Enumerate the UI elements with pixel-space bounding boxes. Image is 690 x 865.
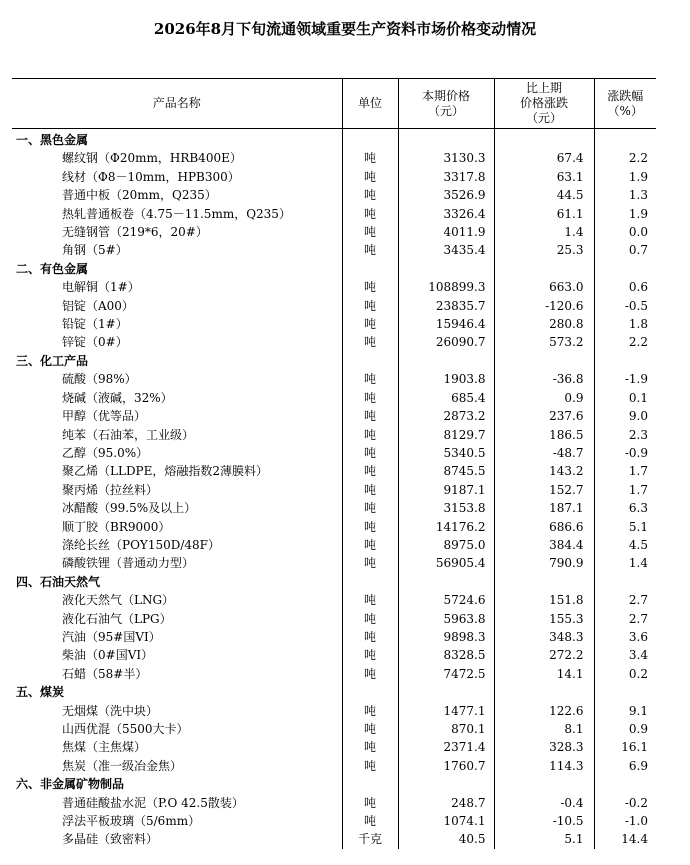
current-price: 8328.5 [398,646,494,664]
product-name: 聚乙烯（LLDPE，熔融指数2薄膜料） [62,464,269,479]
current-price: 2371.4 [398,738,494,756]
unit-cell: 吨 [342,186,398,204]
change-percent: 1.9 [594,205,656,223]
unit-cell: 吨 [342,333,398,351]
change-percent: 1.8 [594,315,656,333]
product-name: 多晶硅（致密料） [62,832,159,847]
change-percent: 0.2 [594,665,656,683]
price-change: -0.4 [494,794,594,812]
price-change: 44.5 [494,186,594,204]
unit-cell: 吨 [342,241,398,259]
empty-cell [494,775,594,793]
current-price: 5963.8 [398,610,494,628]
product-name: 柴油（0#国VI） [62,648,154,663]
table-row [12,168,656,186]
table-row [12,297,656,315]
table-row [12,315,656,333]
product-name: 普通硅酸盐水泥（P.O 42.5散装） [62,795,244,810]
header-change-line1: 比上期 [525,81,562,95]
product-name: 线材（Φ8－10mm，HPB300） [62,169,240,184]
price-change: 186.5 [494,426,594,444]
unit-cell: 吨 [342,812,398,830]
change-percent: 0.0 [594,223,656,241]
table-row [12,149,656,167]
header-price-line2: （元） [427,103,464,118]
product-name: 汽油（95#国VI） [62,629,161,644]
price-change: 187.1 [494,499,594,517]
price-change: 8.1 [494,720,594,738]
empty-cell [494,260,594,278]
category-row [12,775,656,793]
current-price: 3526.9 [398,186,494,204]
table-row [12,610,656,628]
price-change: 0.9 [494,389,594,407]
unit-cell: 吨 [342,665,398,683]
change-percent: 4.5 [594,536,656,554]
change-percent: 1.7 [594,481,656,499]
table-row [12,720,656,738]
change-percent: 6.9 [594,757,656,775]
current-price: 3435.4 [398,241,494,259]
empty-cell [398,683,494,701]
product-name: 浮法平板玻璃（5/6mm） [62,814,201,829]
unit-cell: 吨 [342,444,398,462]
table-row [12,462,656,480]
current-price: 3326.4 [398,205,494,223]
current-price: 1477.1 [398,702,494,720]
header-change-percent [594,79,656,129]
change-percent: 14.4 [594,830,656,848]
product-name: 螺纹钢（Φ20mm，HRB400E） [62,151,242,166]
price-table-container [12,78,656,849]
price-change: 152.7 [494,481,594,499]
price-change: 61.1 [494,205,594,223]
table-row [12,499,656,517]
unit-cell: 吨 [342,628,398,646]
change-percent: 3.6 [594,628,656,646]
header-change-line2: 价格涨跌 [519,96,568,110]
change-percent: 9.0 [594,407,656,425]
current-price: 3130.3 [398,149,494,167]
change-percent: 2.3 [594,426,656,444]
empty-cell [398,129,494,150]
product-name: 锌锭（0#） [62,335,128,350]
price-change: 686.6 [494,518,594,536]
change-percent: 1.9 [594,168,656,186]
current-price: 5724.6 [398,591,494,609]
product-name: 焦炭（准一级冶金焦） [62,758,183,773]
unit-cell: 吨 [342,610,398,628]
category-row [12,260,656,278]
change-percent: 6.3 [594,499,656,517]
empty-cell [594,775,656,793]
table-row [12,186,656,204]
table-row [12,738,656,756]
table-row [12,205,656,223]
category-row [12,129,656,150]
empty-cell [494,573,594,591]
empty-cell [342,683,398,701]
unit-cell: 吨 [342,168,398,186]
product-name: 液化石油气（LPG） [62,611,172,626]
price-change: 280.8 [494,315,594,333]
price-change: 151.8 [494,591,594,609]
price-change: 25.3 [494,241,594,259]
unit-cell: 吨 [342,205,398,223]
current-price: 8745.5 [398,462,494,480]
current-price: 9898.3 [398,628,494,646]
table-row [12,812,656,830]
table-row [12,333,656,351]
table-row [12,444,656,462]
unit-cell: 吨 [342,757,398,775]
table-row [12,370,656,388]
change-percent: -1.0 [594,812,656,830]
price-change: 790.9 [494,554,594,572]
unit-cell: 吨 [342,554,398,572]
change-percent: 2.7 [594,610,656,628]
change-percent: 0.7 [594,241,656,259]
price-change: 1.4 [494,223,594,241]
product-name: 铅锭（1#） [62,317,128,332]
product-name: 硫酸（98%） [62,372,137,387]
current-price: 4011.9 [398,223,494,241]
change-percent: 0.1 [594,389,656,407]
current-price: 108899.3 [398,278,494,296]
empty-cell [594,352,656,370]
empty-cell [594,683,656,701]
category-label: 五、煤炭 [16,685,65,700]
product-name: 烧碱（液碱，32%） [62,390,173,405]
change-percent: -1.9 [594,370,656,388]
header-product-name: 产品名称 [12,79,342,129]
current-price: 26090.7 [398,333,494,351]
unit-cell: 千克 [342,830,398,848]
unit-cell: 吨 [342,407,398,425]
price-change: 155.3 [494,610,594,628]
header-current-price [398,79,494,129]
unit-cell: 吨 [342,297,398,315]
price-change: 348.3 [494,628,594,646]
change-percent: 16.1 [594,738,656,756]
current-price: 14176.2 [398,518,494,536]
category-row [12,573,656,591]
unit-cell: 吨 [342,315,398,333]
empty-cell [342,129,398,150]
product-name: 涤纶长丝（POY150D/48F） [62,537,220,552]
price-change: -120.6 [494,297,594,315]
change-percent: 2.2 [594,333,656,351]
unit-cell: 吨 [342,720,398,738]
current-price: 1074.1 [398,812,494,830]
price-change: 272.2 [494,646,594,664]
current-price: 9187.1 [398,481,494,499]
price-change: 5.1 [494,830,594,848]
change-percent: 1.4 [594,554,656,572]
change-percent: -0.5 [594,297,656,315]
table-row [12,554,656,572]
change-percent: 0.9 [594,720,656,738]
current-price: 56905.4 [398,554,494,572]
current-price: 23835.7 [398,297,494,315]
price-change: 663.0 [494,278,594,296]
empty-cell [594,129,656,150]
empty-cell [594,260,656,278]
table-row [12,426,656,444]
price-change: 14.1 [494,665,594,683]
price-change: 384.4 [494,536,594,554]
table-row [12,518,656,536]
unit-cell: 吨 [342,499,398,517]
empty-cell [342,352,398,370]
product-name: 纯苯（石油苯，工业级） [62,427,195,442]
table-row [12,223,656,241]
unit-cell: 吨 [342,794,398,812]
product-name: 甲醇（优等品） [62,409,147,424]
category-label: 六、非金属矿物制品 [16,777,125,792]
product-name: 液化天然气（LNG） [62,593,175,608]
table-row [12,646,656,664]
product-name: 无烟煤（洗中块） [62,703,159,718]
table-row [12,665,656,683]
price-change: 143.2 [494,462,594,480]
header-price-line1: 本期价格 [421,88,470,103]
product-name: 普通中板（20mm，Q235） [62,188,217,203]
price-change: 114.3 [494,757,594,775]
category-label: 一、黑色金属 [16,133,89,147]
change-percent: 5.1 [594,518,656,536]
price-change: 573.2 [494,333,594,351]
current-price: 8129.7 [398,426,494,444]
unit-cell: 吨 [342,738,398,756]
current-price: 5340.5 [398,444,494,462]
table-row [12,278,656,296]
current-price: 15946.4 [398,315,494,333]
change-percent: 2.7 [594,591,656,609]
change-percent: 1.7 [594,462,656,480]
header-pct-line1: 涨跌幅 [607,88,644,103]
page-title: 2026年8月下旬流通领域重要生产资料市场价格变动情况 [153,20,537,38]
current-price: 40.5 [398,830,494,848]
current-price: 3317.8 [398,168,494,186]
change-percent: 3.4 [594,646,656,664]
product-name: 热轧普通板卷（4.75－11.5mm，Q235） [62,206,291,221]
unit-cell: 吨 [342,426,398,444]
unit-cell: 吨 [342,278,398,296]
price-change: 122.6 [494,702,594,720]
table-row [12,757,656,775]
change-percent: -0.9 [594,444,656,462]
current-price: 7472.5 [398,665,494,683]
product-name: 无缝钢管（219*6，20#） [62,225,208,240]
price-change: 328.3 [494,738,594,756]
product-name: 聚丙烯（拉丝料） [62,482,159,497]
unit-cell: 吨 [342,646,398,664]
current-price: 3153.8 [398,499,494,517]
empty-cell [342,260,398,278]
empty-cell [398,260,494,278]
category-row [12,352,656,370]
category-row [12,683,656,701]
unit-cell: 吨 [342,149,398,167]
product-name: 角钢（5#） [62,243,128,258]
unit-cell: 吨 [342,591,398,609]
product-name: 磷酸铁锂（普通动力型） [62,556,195,571]
empty-cell [494,683,594,701]
table-row [12,241,656,259]
empty-cell [342,573,398,591]
product-name: 焦煤（主焦煤） [62,740,147,755]
change-percent: 1.3 [594,186,656,204]
category-label: 三、化工产品 [16,353,89,368]
table-row [12,591,656,609]
change-percent: 2.2 [594,149,656,167]
unit-cell: 吨 [342,462,398,480]
table-row [12,481,656,499]
change-percent: 0.6 [594,278,656,296]
category-label: 四、石油天然气 [16,574,101,589]
empty-cell [398,352,494,370]
table-row [12,536,656,554]
unit-cell: 吨 [342,223,398,241]
product-name: 电解铜（1#） [62,280,140,295]
price-change: 237.6 [494,407,594,425]
unit-cell: 吨 [342,518,398,536]
current-price: 1903.8 [398,370,494,388]
current-price: 870.1 [398,720,494,738]
product-name: 石蜡（58#半） [62,666,148,681]
table-row [12,830,656,848]
price-change: -36.8 [494,370,594,388]
current-price: 248.7 [398,794,494,812]
table-header [12,79,656,129]
table-row [12,702,656,720]
change-percent: 9.1 [594,702,656,720]
table-body [12,129,656,849]
unit-cell: 吨 [342,389,398,407]
product-name: 顺丁胶（BR9000） [62,519,171,534]
empty-cell [494,129,594,150]
category-label: 二、有色金属 [16,261,89,276]
current-price: 1760.7 [398,757,494,775]
price-change: -10.5 [494,812,594,830]
current-price: 2873.2 [398,407,494,425]
product-name: 乙醇（95.0%） [62,445,149,460]
header-pct-line2: （%） [607,103,643,118]
price-table [12,78,656,849]
product-name: 铝锭（A00） [62,298,134,313]
table-row [12,389,656,407]
table-row [12,628,656,646]
product-name: 冰醋酸（99.5%及以上） [62,501,197,516]
header-change-line3: （元） [525,111,562,125]
empty-cell [398,573,494,591]
change-percent: -0.2 [594,794,656,812]
price-change: -48.7 [494,444,594,462]
empty-cell [594,573,656,591]
unit-cell: 吨 [342,536,398,554]
unit-cell: 吨 [342,481,398,499]
table-row [12,794,656,812]
unit-cell: 吨 [342,702,398,720]
empty-cell [398,775,494,793]
price-change: 67.4 [494,149,594,167]
current-price: 8975.0 [398,536,494,554]
unit-cell: 吨 [342,370,398,388]
empty-cell [494,352,594,370]
empty-cell [342,775,398,793]
header-unit: 单位 [342,79,398,129]
table-row [12,407,656,425]
product-name: 山西优混（5500大卡） [62,722,189,736]
header-price-change [494,79,594,129]
price-change: 63.1 [494,168,594,186]
current-price: 685.4 [398,389,494,407]
